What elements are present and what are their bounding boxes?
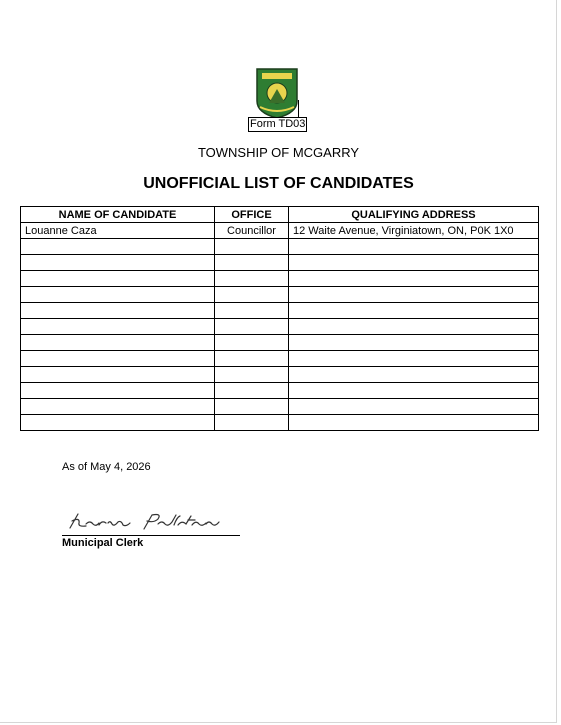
table-header-row: [21, 207, 539, 223]
candidate-name-cell: [21, 351, 215, 367]
table-row: [21, 239, 539, 255]
candidate-name-cell: Louanne Caza: [21, 223, 215, 239]
table-row: [21, 255, 539, 271]
candidate-name-cell: [21, 303, 215, 319]
candidate-name-cell: [21, 287, 215, 303]
table-row: [21, 335, 539, 351]
document-title: UNOFFICIAL LIST OF CANDIDATES: [143, 175, 414, 192]
candidate-name-cell: [21, 319, 215, 335]
column-header-address: QUALIFYING ADDRESS: [289, 207, 539, 223]
candidate-address-cell: [289, 271, 539, 287]
candidate-name-cell: [21, 271, 215, 287]
candidate-office-cell: [215, 383, 289, 399]
table-row: [21, 287, 539, 303]
candidate-office-cell: [215, 415, 289, 431]
table-row: [21, 415, 539, 431]
candidate-office-cell: [215, 335, 289, 351]
column-header-office: OFFICE: [215, 207, 289, 223]
candidate-name-cell: [21, 383, 215, 399]
table-row: [21, 271, 539, 287]
table-row: [21, 223, 539, 239]
clerk-signature: [66, 508, 236, 534]
candidate-name-cell: [21, 367, 215, 383]
candidate-office-cell: [215, 255, 289, 271]
table-row: [21, 383, 539, 399]
crest-connector-line: [298, 100, 299, 118]
candidate-office-cell: [215, 287, 289, 303]
candidate-name-cell: [21, 399, 215, 415]
candidate-address-cell: [289, 255, 539, 271]
table-row: [21, 367, 539, 383]
candidate-office-cell: [215, 303, 289, 319]
candidate-address-cell: [289, 335, 539, 351]
candidate-office-cell: [215, 271, 289, 287]
candidate-address-cell: 12 Waite Avenue, Virginiatown, ON, P0K 1X0: [289, 223, 539, 239]
candidate-name-cell: [21, 255, 215, 271]
candidate-office-cell: Councillor: [215, 223, 289, 239]
signer-title: Municipal Clerk: [62, 537, 144, 549]
candidate-address-cell: [289, 351, 539, 367]
candidate-address-cell: [289, 319, 539, 335]
candidate-office-cell: [215, 367, 289, 383]
candidates-table: [20, 206, 539, 431]
candidate-office-cell: [215, 351, 289, 367]
candidate-address-cell: [289, 399, 539, 415]
candidate-address-cell: [289, 239, 539, 255]
candidate-address-cell: [289, 383, 539, 399]
candidate-address-cell: [289, 415, 539, 431]
candidate-address-cell: [289, 303, 539, 319]
candidate-name-cell: [21, 415, 215, 431]
candidate-office-cell: [215, 319, 289, 335]
municipal-crest-logo: [254, 67, 300, 119]
table-row: [21, 351, 539, 367]
table-row: [21, 399, 539, 415]
table-row: [21, 303, 539, 319]
table-row: [21, 319, 539, 335]
column-header-name: NAME OF CANDIDATE: [21, 207, 215, 223]
as-of-date: As of May 4, 2026: [62, 461, 151, 473]
candidate-address-cell: [289, 367, 539, 383]
candidate-office-cell: [215, 239, 289, 255]
signature-line: [62, 535, 240, 536]
form-id-label: Form TD03: [250, 118, 306, 130]
candidate-address-cell: [289, 287, 539, 303]
municipality-name: TOWNSHIP OF MCGARRY: [197, 145, 360, 160]
candidate-name-cell: [21, 335, 215, 351]
candidate-office-cell: [215, 399, 289, 415]
candidate-name-cell: [21, 239, 215, 255]
